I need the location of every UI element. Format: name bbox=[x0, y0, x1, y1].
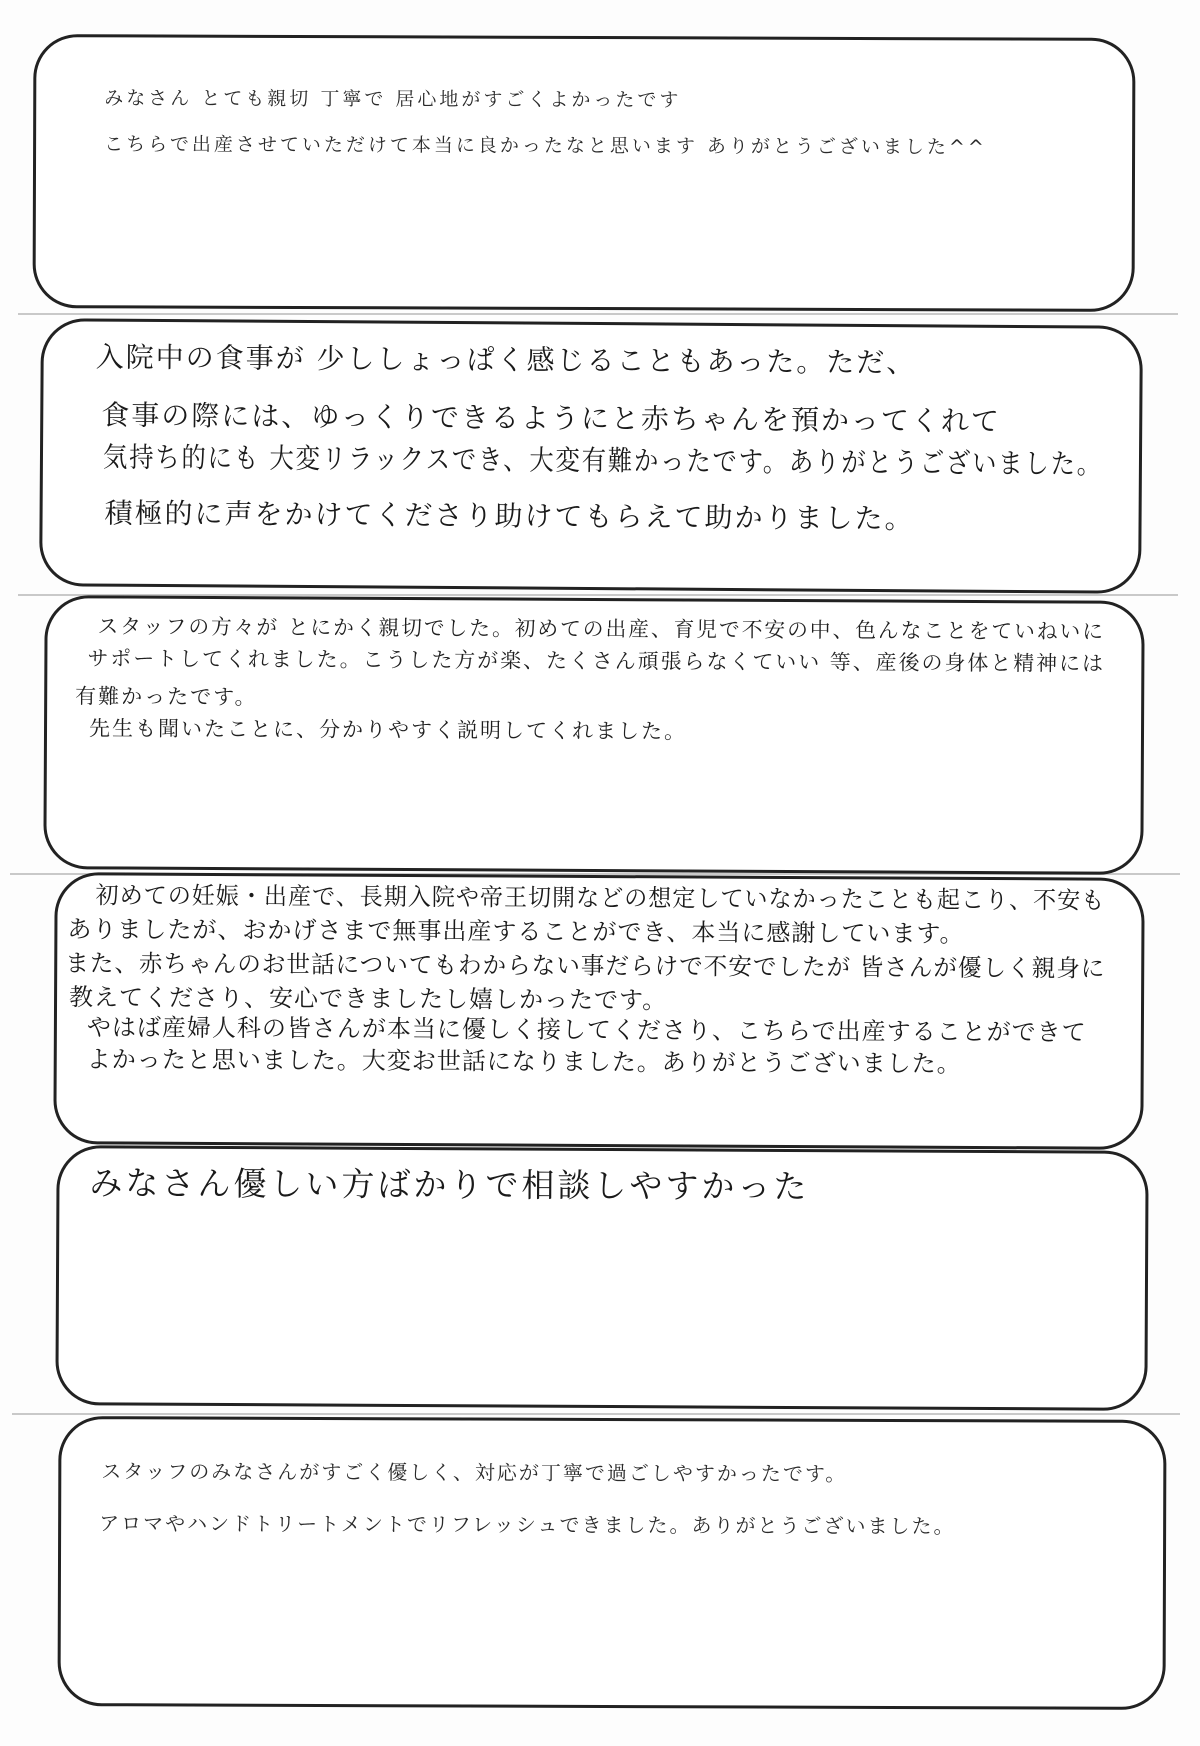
handwritten-line: 先生も聞いたことに、分かりやすく説明してくれました。 bbox=[88, 716, 688, 744]
handwritten-line: よかったと思いました。大変お世話になりました。ありがとうございました。 bbox=[86, 1045, 962, 1078]
response-card-6 bbox=[57, 1416, 1166, 1710]
handwritten-line: サポートしてくれました。こうした方が楽、たくさん頑張らなくていい 等、産後の身体と精神には bbox=[87, 646, 1106, 676]
response-card-2 bbox=[39, 318, 1143, 594]
response-card-1 bbox=[33, 34, 1136, 312]
handwritten-line: みなさん優しい方ばかりで相談しやすかった bbox=[89, 1163, 810, 1207]
handwritten-line: スタッフの方々が とにかく親切でした。初めての出産、育児で不安の中、色んなことをていねいに bbox=[97, 614, 1106, 644]
handwritten-line: 食事の際には、ゆっくりできるようにと赤ちゃんを預かってくれて bbox=[101, 398, 1002, 438]
handwritten-line: 気持ち的にも 大変リラックスでき、大変有難かったです。ありがとうございました。 bbox=[102, 440, 1104, 481]
handwritten-line: また、赤ちゃんのお世話についてもわからない事だらけで不安でしたが 皆さんが優しく親身に bbox=[65, 949, 1106, 983]
handwritten-line: 有難かったです。 bbox=[75, 684, 258, 710]
response-card-5 bbox=[55, 1145, 1148, 1411]
handwritten-line: みなさん とても親切 丁寧で 居心地がすごくよかったです bbox=[104, 87, 682, 112]
handwritten-line: 積極的に声をかけてくださり助けてもらえて助かりました。 bbox=[104, 496, 915, 536]
response-card-3 bbox=[43, 595, 1144, 875]
cut-line-divider bbox=[18, 313, 1178, 315]
handwritten-line: 初めての妊娠・出産で、長期入院や帝王切開などの想定していなかったことも起こり、不安も bbox=[95, 881, 1106, 915]
handwritten-line: こちらで出産させていただけて本当に良かったなと思います ありがとうございました^^ bbox=[104, 133, 987, 159]
handwritten-line: 入院中の食事が 少ししょっぱく感じることもあった。ただ、 bbox=[95, 340, 917, 380]
cut-line-divider bbox=[12, 1413, 1180, 1415]
handwritten-line: やはば産婦人科の皆さんが本当に優しく接してくださり、こちらで出産することができて bbox=[86, 1013, 1087, 1047]
handwritten-line: アロマやハンドトリートメントでリフレッシュできました。ありがとうございました。 bbox=[99, 1511, 956, 1539]
handwritten-line: ありましたが、おかげさまで無事出産することができ、本当に感謝しています。 bbox=[67, 915, 965, 948]
response-card-4 bbox=[53, 872, 1144, 1150]
handwritten-line: 教えてくださり、安心できましたし嬉しかったです。 bbox=[68, 983, 668, 1015]
handwritten-line: スタッフのみなさんがすごく優しく、対応が丁寧で過ごしやすかったです。 bbox=[101, 1459, 848, 1486]
